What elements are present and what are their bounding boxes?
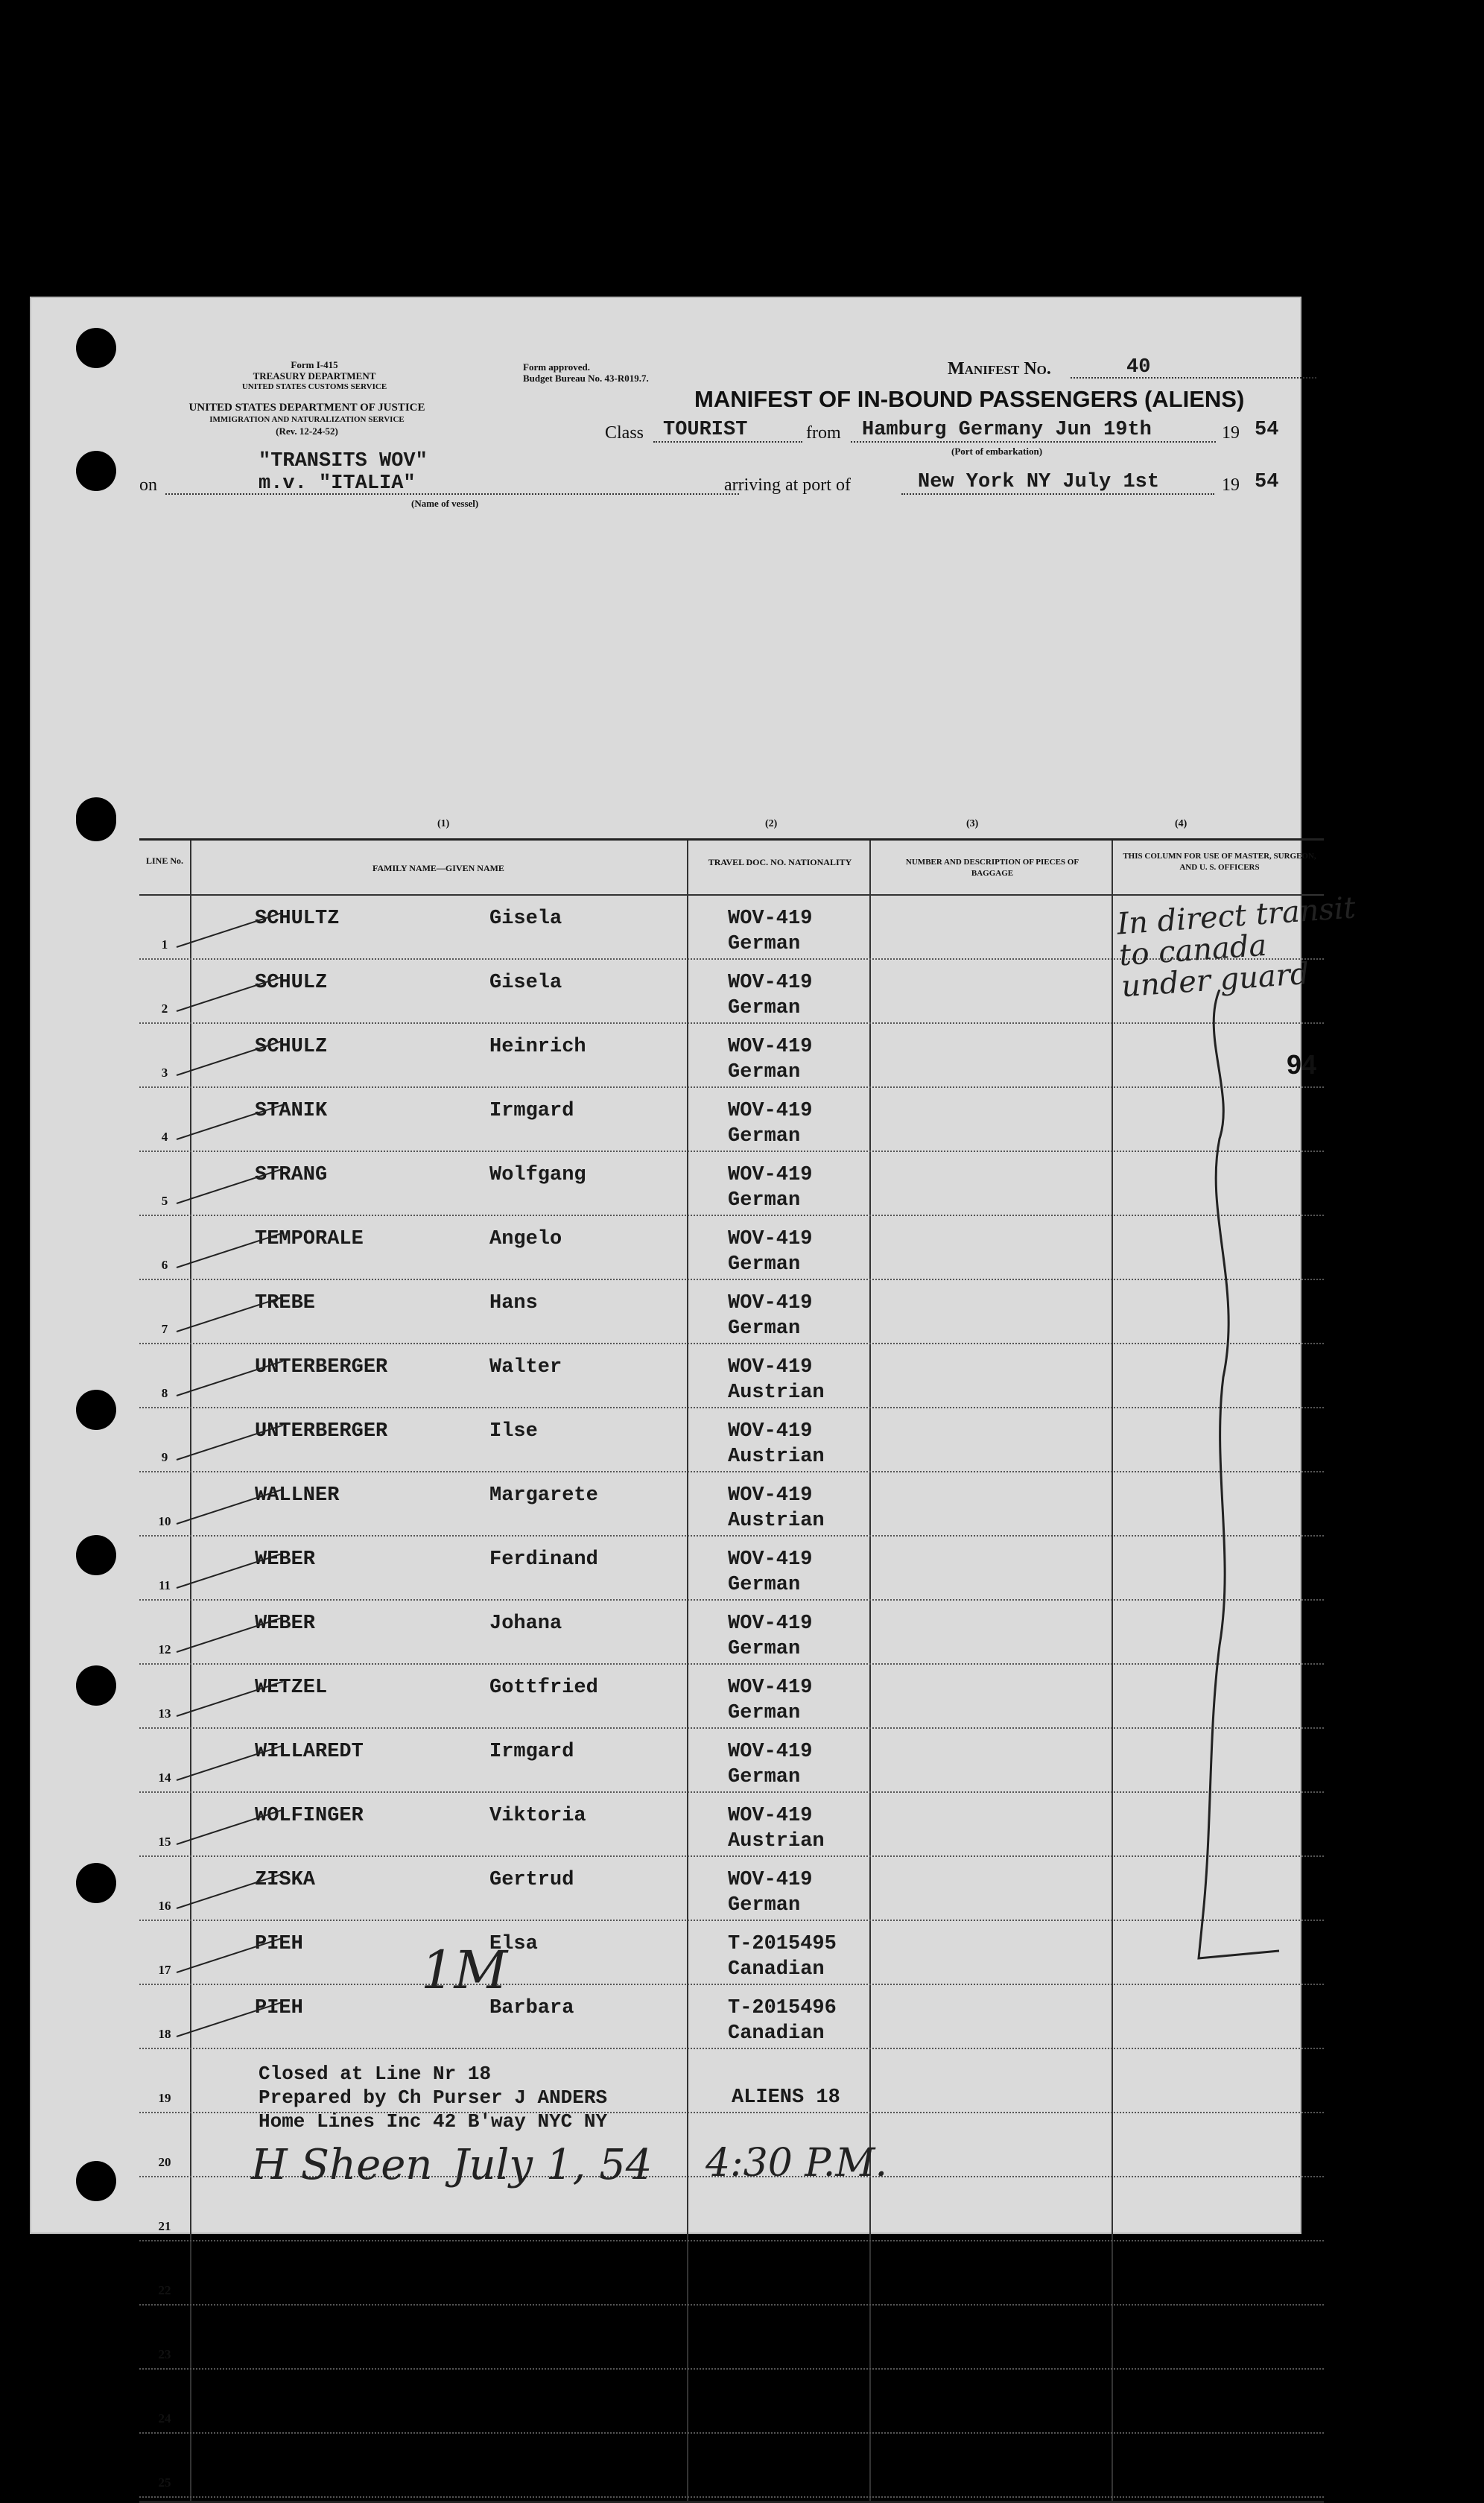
given-name: Angelo [489, 1228, 562, 1250]
travel-doc-no: WOV-419 [728, 1677, 813, 1699]
line-number: 23 [158, 2347, 171, 2361]
family-name: SCHULZ [255, 1036, 328, 1058]
given-name: Irmgard [489, 1741, 574, 1763]
travel-doc-no: WOV-419 [728, 1164, 813, 1186]
punch-hole [76, 1390, 116, 1430]
nationality: German [728, 1317, 801, 1340]
manifest-no-value: 40 [1126, 356, 1151, 379]
vessel-line-1: "TRANSITS WOV" [259, 450, 428, 472]
travel-doc-no: WOV-419 [728, 1741, 813, 1763]
line-number: 16 [158, 1899, 171, 1913]
signature-time: 4:30 P.M. [705, 2141, 888, 2186]
row-divider [139, 2432, 1324, 2434]
travel-doc-no: WOV-419 [728, 972, 813, 994]
initials: 1M [421, 1940, 508, 2001]
nationality: Austrian [728, 1510, 825, 1532]
line-number: 22 [158, 2283, 171, 2297]
arriving-label: arriving at port of [724, 475, 851, 495]
line-number: 14 [158, 1771, 171, 1785]
family-name: TREBE [255, 1292, 316, 1314]
vessel-line-2: m.v. "ITALIA" [259, 472, 416, 495]
nationality: Austrian [728, 1382, 825, 1404]
nationality: German [728, 1061, 801, 1083]
line-number: 9 [161, 1450, 168, 1464]
form-approved: Form approved. [523, 361, 591, 373]
family-name: WALLNER [255, 1484, 340, 1507]
punch-hole [76, 451, 116, 491]
col-num-2: (2) [765, 818, 778, 829]
travel-doc-no: WOV-419 [728, 1420, 813, 1443]
given-name: Viktoria [489, 1805, 586, 1827]
punch-hole [76, 1535, 116, 1575]
travel-doc-no: WOV-419 [728, 1292, 813, 1314]
line-number: 17 [158, 1963, 171, 1977]
year-prefix: 19 [1222, 423, 1240, 443]
class-label: Class [605, 423, 644, 443]
family-name: WETZEL [255, 1677, 328, 1699]
punch-hole [76, 328, 116, 368]
travel-doc-no: WOV-419 [728, 1036, 813, 1058]
header-baggage: NUMBER AND DESCRIPTION OF PIECES OF BAGGAGE [905, 858, 1079, 878]
nationality: German [728, 1702, 801, 1724]
customs-label: UNITED STATES CUSTOMS SERVICE [241, 382, 387, 391]
given-name: Gottfried [489, 1677, 598, 1699]
line-number: 13 [158, 1706, 171, 1721]
given-name: Barbara [489, 1997, 574, 2019]
given-name: Johana [489, 1613, 562, 1635]
family-name: WOLFINGER [255, 1805, 364, 1827]
nationality: German [728, 1574, 801, 1596]
travel-doc-no: WOV-419 [728, 1484, 813, 1507]
line-number: 3 [161, 1066, 168, 1080]
family-name: UNTERBERGER [255, 1420, 388, 1443]
rev-label: (Rev. 12-24-52) [276, 425, 338, 437]
signature-name: H Sheen [251, 2141, 433, 2189]
line-number: 2 [161, 1001, 168, 1016]
header-doc: TRAVEL DOC. NO. NATIONALITY [708, 857, 852, 867]
home-lines: Home Lines Inc 42 B'way NYC NY [259, 2110, 608, 2133]
header-name: FAMILY NAME—GIVEN NAME [372, 863, 504, 873]
row-divider [139, 1984, 1324, 1985]
line-number: 11 [158, 1578, 171, 1592]
closed-at-line: Closed at Line Nr 18 [259, 2063, 492, 2085]
given-name: Hans [489, 1292, 538, 1314]
family-name: WEBER [255, 1548, 316, 1571]
passenger-table [139, 838, 1357, 2503]
header-line-no: LINE No. [145, 855, 183, 866]
stamp-number: 94 [1287, 1049, 1317, 1080]
row-divider [139, 2240, 1324, 2241]
given-name: Margarete [489, 1484, 598, 1507]
nationality: German [728, 1125, 801, 1148]
on-label: on [139, 475, 157, 495]
nationality: Austrian [728, 1446, 825, 1468]
nationality: German [728, 1253, 801, 1276]
given-name: Gisela [489, 908, 562, 930]
family-name: WEBER [255, 1613, 316, 1635]
nationality: German [728, 933, 801, 955]
nationality: German [728, 1766, 801, 1788]
family-name: TEMPORALE [255, 1228, 364, 1250]
nationality: German [728, 1638, 801, 1660]
manifest-no-label: Manifest No. [948, 359, 1051, 379]
nationality: German [728, 997, 801, 1019]
bracket-line [1130, 990, 1294, 1981]
class-value: TOURIST [663, 419, 748, 441]
punch-hole [76, 2161, 116, 2201]
family-name: ZISKA [255, 1869, 316, 1891]
officer-note: In direct transit to canada under guard [1115, 890, 1357, 1004]
travel-doc-no: WOV-419 [728, 1548, 813, 1571]
given-name: Gisela [489, 972, 562, 994]
line-number: 21 [158, 2219, 171, 2233]
budget-bureau: Budget Bureau No. 43-R019.7. [523, 373, 649, 384]
punch-hole [76, 1863, 116, 1903]
arr-year-value: 54 [1255, 471, 1279, 493]
family-name: UNTERBERGER [255, 1356, 388, 1379]
family-name: PIEH [255, 1933, 303, 1955]
header-officers: THIS COLUMN FOR USE OF MASTER, SURGEON, AND U. S. OFFICERS [1123, 852, 1316, 872]
manifest-title: MANIFEST OF IN-BOUND PASSENGERS (ALIENS) [694, 386, 1245, 412]
travel-doc-no: T-2015495 [728, 1933, 837, 1955]
line-number: 6 [161, 1258, 168, 1272]
nationality: Canadian [728, 1958, 825, 1981]
nationality: German [728, 1894, 801, 1917]
travel-doc-no: WOV-419 [728, 1228, 813, 1250]
given-name: Elsa [489, 1933, 538, 1955]
family-name: STRANG [255, 1164, 328, 1186]
from-value: Hamburg Germany Jun 19th [862, 419, 1152, 441]
line-number: 12 [158, 1642, 171, 1656]
line-number: 24 [158, 2411, 171, 2426]
given-name: Gertrud [489, 1869, 574, 1891]
row-divider [139, 2048, 1324, 2049]
given-name: Heinrich [489, 1036, 586, 1058]
arriving-value: New York NY July 1st [918, 471, 1160, 493]
family-name: STANIK [255, 1100, 328, 1122]
travel-doc-no: WOV-419 [728, 1100, 813, 1122]
given-name: Walter [489, 1356, 562, 1379]
vessel-note: (Name of vessel) [411, 498, 479, 509]
ins-label: IMMIGRATION AND NATURALIZATION SERVICE [209, 415, 405, 424]
embarkation-note: (Port of embarkation) [951, 446, 1043, 457]
col-num-3: (3) [966, 818, 979, 829]
line-number: 5 [161, 1194, 168, 1208]
travel-doc-no: WOV-419 [728, 1869, 813, 1891]
family-name: SCHULTZ [255, 908, 340, 930]
nationality: German [728, 1189, 801, 1212]
punch-hole [76, 801, 116, 841]
aliens-count: ALIENS 18 [732, 2086, 840, 2109]
travel-doc-no: WOV-419 [728, 1356, 813, 1379]
family-name: SCHULZ [255, 972, 328, 994]
arr-year-prefix: 19 [1222, 475, 1240, 495]
row-divider [139, 2304, 1324, 2306]
nationality: Austrian [728, 1830, 825, 1852]
row-divider [139, 2496, 1324, 2498]
row-divider [139, 2368, 1324, 2370]
travel-doc-no: T-2015496 [728, 1997, 837, 2019]
family-name: PIEH [255, 1997, 303, 2019]
punch-hole [76, 1665, 116, 1706]
manifest-page [30, 297, 1357, 2490]
given-name: Irmgard [489, 1100, 574, 1122]
line-number: 1 [161, 937, 168, 952]
prepared-by: Prepared by Ch Purser J ANDERS [259, 2086, 608, 2109]
given-name: Ferdinand [489, 1548, 598, 1571]
travel-doc-no: WOV-419 [728, 1805, 813, 1827]
travel-doc-no: WOV-419 [728, 1613, 813, 1635]
justice-label: UNITED STATES DEPARTMENT OF JUSTICE [188, 402, 425, 414]
col-num-1: (1) [437, 818, 450, 829]
line-number: 25 [158, 2475, 171, 2490]
from-label: from [806, 423, 841, 443]
line-number: 8 [161, 1386, 168, 1400]
signature-date: July 1, 54 [452, 2141, 653, 2189]
travel-doc-no: WOV-419 [728, 908, 813, 930]
family-name: WILLAREDT [255, 1741, 364, 1763]
col-num-4: (4) [1175, 818, 1187, 829]
line-number: 18 [158, 2027, 171, 2041]
line-number: 20 [158, 2155, 171, 2169]
nationality: Canadian [728, 2022, 825, 2045]
line-number: 7 [161, 1322, 168, 1336]
line-number: 4 [161, 1130, 168, 1144]
given-name: Ilse [489, 1420, 538, 1443]
form-number: Form I-415 [291, 359, 338, 370]
year-value: 54 [1255, 419, 1279, 441]
given-name: Wolfgang [489, 1164, 586, 1186]
line-number: 19 [158, 2091, 171, 2105]
line-number: 15 [158, 1835, 171, 1849]
treasury-label: TREASURY DEPARTMENT [253, 370, 376, 382]
line-number: 10 [158, 1514, 171, 1528]
